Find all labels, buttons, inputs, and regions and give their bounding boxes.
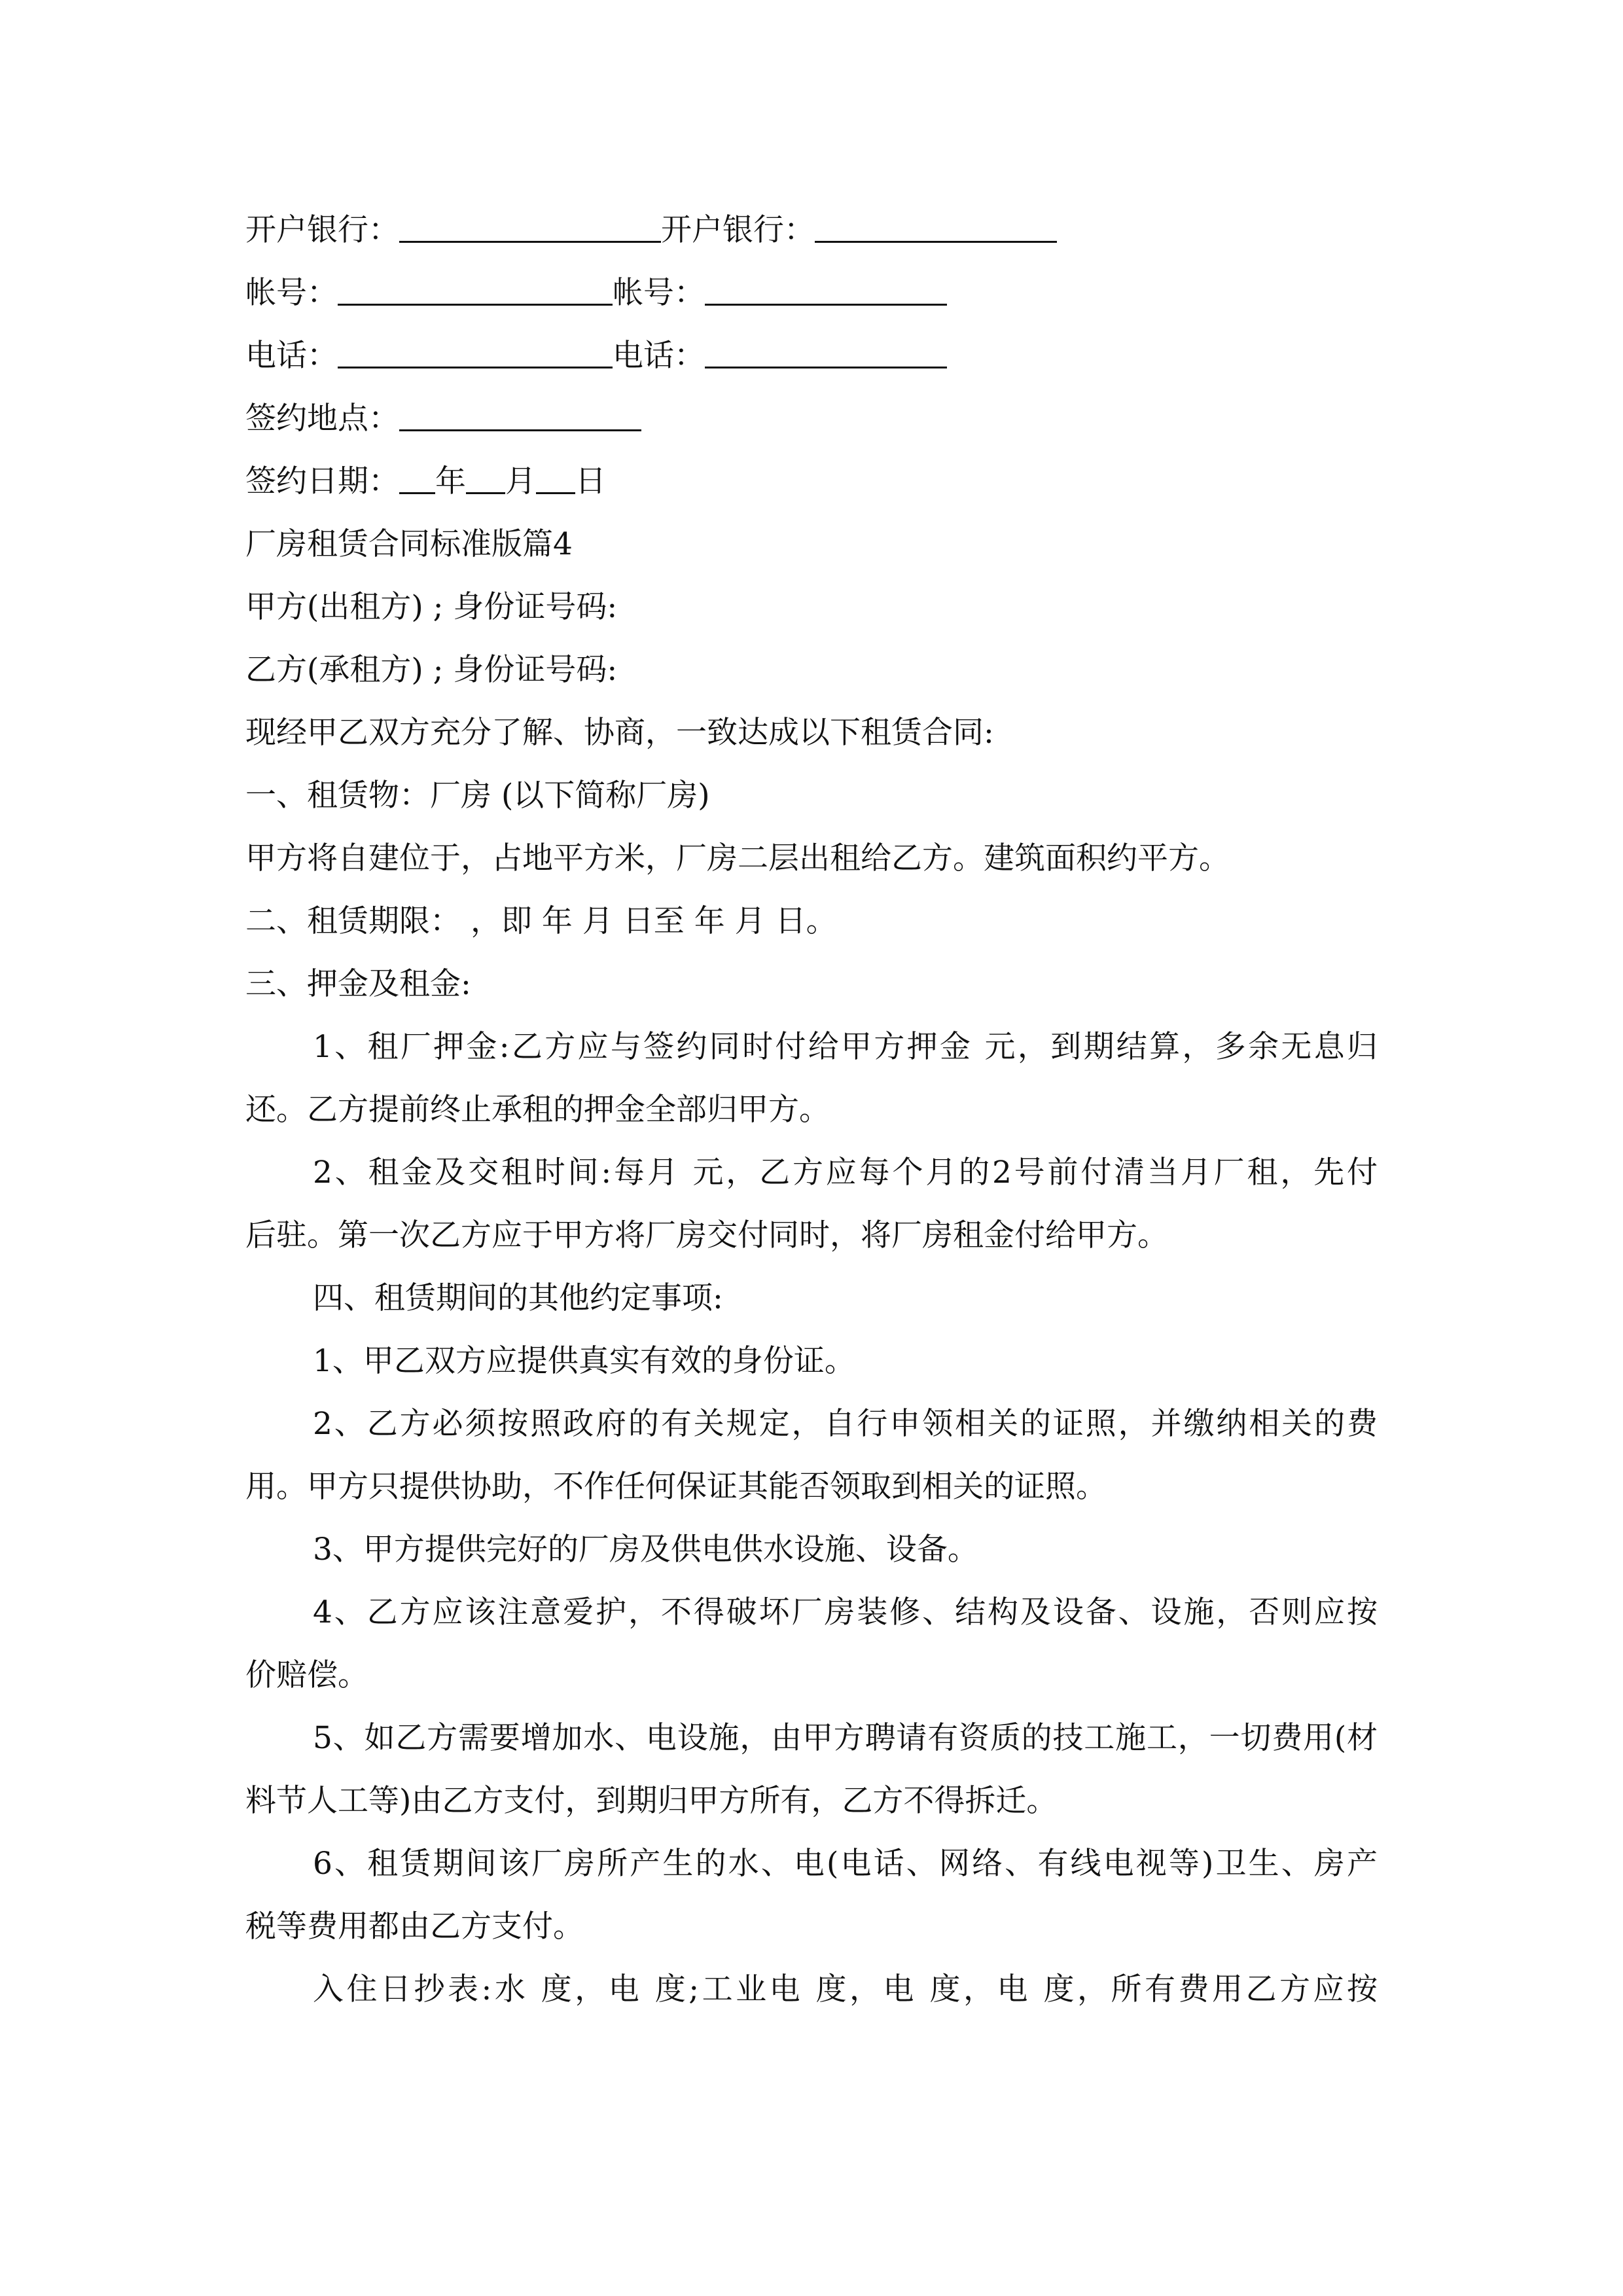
item-3-2-line1: 2、租金及交租时间:每月 元，乙方应每个月的2号前付清当月厂租，先付 [313,1155,1378,1191]
clause2-title: 二、租赁期限： ，即 年 月 日至 年 月 日。 [245,903,837,939]
item-4-1: 1、甲乙双方应提供真实有效的身份证。 [313,1343,855,1379]
bank-blank-b [815,212,1057,243]
clause1-text: 甲方将自建位于，占地平方米，厂房二层出租给乙方。建筑面积约平方。 [245,840,1230,876]
phone-blank-b [705,338,947,368]
meter-reading-line: 入住日抄表:水 度，电 度;工业电 度，电 度，电 度，所有费用乙方应按 [313,1971,1378,2007]
intro-paragraph: 现经甲乙双方充分了解、协商，一致达成以下租赁合同: [245,715,994,751]
month-label: 月 [505,463,536,499]
item-3-1-line1: 1、租厂押金:乙方应与签约同时付给甲方押金 元，到期结算，多余无息归 [313,1029,1378,1065]
sign-place-row [245,399,1378,439]
item-4-2-line2: 用。甲方只提供协助，不作任何保证其能否领取到相关的证照。 [245,1469,1107,1505]
party-b-line: 乙方(承租方) ; 身份证号码: [245,652,618,688]
account-label-b: 帐号： [613,275,705,311]
day-blank [536,463,575,494]
item-3-2-line2: 后驻。第一次乙方应于甲方将厂房交付同时，将厂房租金付给甲方。 [245,1217,1168,1253]
sign-date-row [245,462,1378,501]
clause1-title: 一、租赁物：厂房 (以下简称厂房) [245,778,710,814]
phone-blank-a [338,338,613,368]
item-3-1-line2: 还。乙方提前终止承租的押金全部归甲方。 [245,1092,830,1128]
item-4-3: 3、甲方提供完好的厂房及供电供水设施、设备。 [313,1532,978,1568]
account-label-a: 帐号： [245,275,338,311]
item-4-4-line2: 价赔偿。 [245,1657,368,1693]
item-4-6-line2: 税等费用都由乙方支付。 [245,1909,584,1945]
phone-label-a: 电话： [245,338,338,374]
clause3-title: 三、押金及租金: [245,966,471,1002]
phone-label-b: 电话： [613,338,705,374]
sign-date-label: 签约日期： [245,463,399,499]
sign-place-blank [399,401,641,431]
phone-field-row [245,336,1378,376]
account-blank-a [338,275,613,306]
item-4-2-line1: 2、乙方必须按照政府的有关规定，自行申领相关的证照，并缴纳相关的费 [313,1406,1378,1442]
item-4-6-line1: 6、租赁期间该厂房所产生的水、电(电话、网络、有线电视等)卫生、房产 [313,1846,1378,1882]
account-blank-b [705,275,947,306]
bank-blank-a [399,212,661,243]
item-4-5-line2: 料节人工等)由乙方支付，到期归甲方所有，乙方不得拆迁。 [245,1783,1058,1819]
month-blank [466,463,505,494]
bank-label-a: 开户银行： [245,212,399,248]
item-4-5-line1: 5、如乙方需要增加水、电设施，由甲方聘请有资质的技工施工，一切费用(材 [313,1720,1378,1756]
day-label: 日 [575,463,606,499]
account-field-row [245,274,1378,313]
year-blank [399,463,435,494]
bank-field-row [245,211,1378,250]
bank-label-b: 开户银行： [661,212,815,248]
item-4-4-line1: 4、乙方应该注意爱护，不得破坏厂房装修、结构及设备、设施，否则应按 [313,1594,1378,1630]
section-title: 厂房租赁合同标准版篇4 [245,526,573,562]
clause4-title: 四、租赁期间的其他约定事项: [313,1280,723,1316]
year-label: 年 [435,463,466,499]
sign-place-label: 签约地点： [245,401,399,437]
party-a-line: 甲方(出租方) ; 身份证号码: [245,589,618,625]
